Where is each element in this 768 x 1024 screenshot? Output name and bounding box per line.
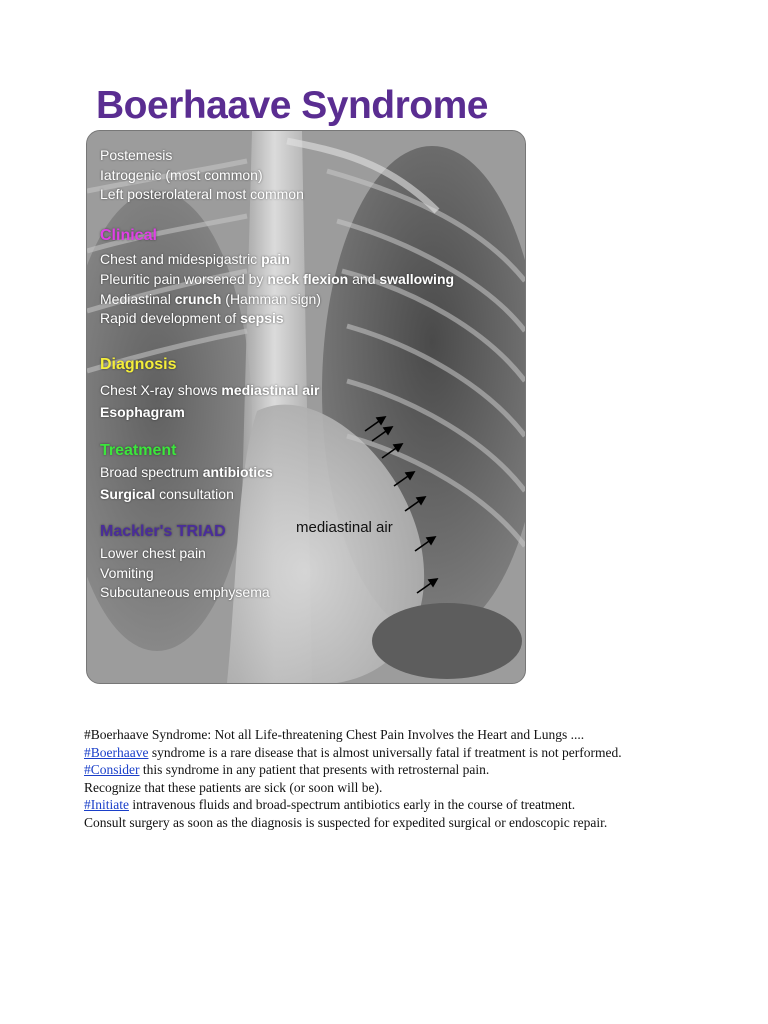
- caption-line-6: Consult surgery as soon as the diagnosis is suspected for expedited surgical or endoscopic repair.: [84, 814, 608, 830]
- clinical-line-2: Pleuritic pain worsened by neck flexion and swallowing: [100, 271, 455, 287]
- clinical-line-1: Chest and midespigastric pain: [100, 251, 290, 267]
- triad-line-3: Subcutaneous emphysema: [100, 584, 270, 600]
- caption-line-5: #Initiate intravenous fluids and broad-spectrum antibiotics early in the course of treatment.: [84, 797, 576, 813]
- hashtag-boerhaave-link[interactable]: #Boerhaave: [84, 744, 149, 760]
- caption: [84, 726, 622, 832]
- triad-line-2: Vomiting: [100, 565, 154, 581]
- treatment-line-1: Broad spectrum antibiotics: [100, 464, 273, 480]
- clinical-heading: Clinical: [100, 227, 157, 244]
- caption-line-2: #Boerhaave syndrome is a rare disease that is almost universally fatal if treatment is not performed.: [84, 744, 622, 760]
- diagnosis-heading: Diagnosis: [100, 356, 177, 373]
- intro-line-3: Left posterolateral most common: [100, 186, 304, 202]
- caption-line-3: #Consider this syndrome in any patient that presents with retrosternal pain.: [84, 762, 490, 778]
- treatment-heading: Treatment: [100, 442, 177, 459]
- diagnosis-line-2: Esophagram: [100, 404, 185, 420]
- hashtag-consider-link[interactable]: #Consider: [84, 762, 140, 778]
- intro-line-2: Iatrogenic (most common): [100, 167, 263, 183]
- hashtag-initiate-link[interactable]: #Initiate: [84, 797, 129, 813]
- clinical-line-4: Rapid development of sepsis: [100, 310, 284, 326]
- caption-line-4: Recognize that these patients are sick (or soon will be).: [84, 779, 383, 795]
- caption-line-1: #Boerhaave Syndrome: Not all Life-threatening Chest Pain Involves the Heart and Lungs ....: [84, 727, 585, 742]
- mediastinal-air-label: mediastinal air: [296, 519, 393, 536]
- treatment-line-2: Surgical consultation: [100, 486, 234, 502]
- triad-line-1: Lower chest pain: [100, 545, 206, 561]
- diagnosis-line-1: Chest X-ray shows mediastinal air: [100, 382, 320, 398]
- intro-line-1: Postemesis: [100, 147, 173, 163]
- triad-heading: Mackler's TRIAD: [100, 523, 226, 540]
- clinical-line-3: Mediastinal crunch (Hamman sign): [100, 291, 321, 307]
- page-title: Boerhaave Syndrome: [96, 84, 488, 127]
- chest-xray-image: [86, 130, 526, 684]
